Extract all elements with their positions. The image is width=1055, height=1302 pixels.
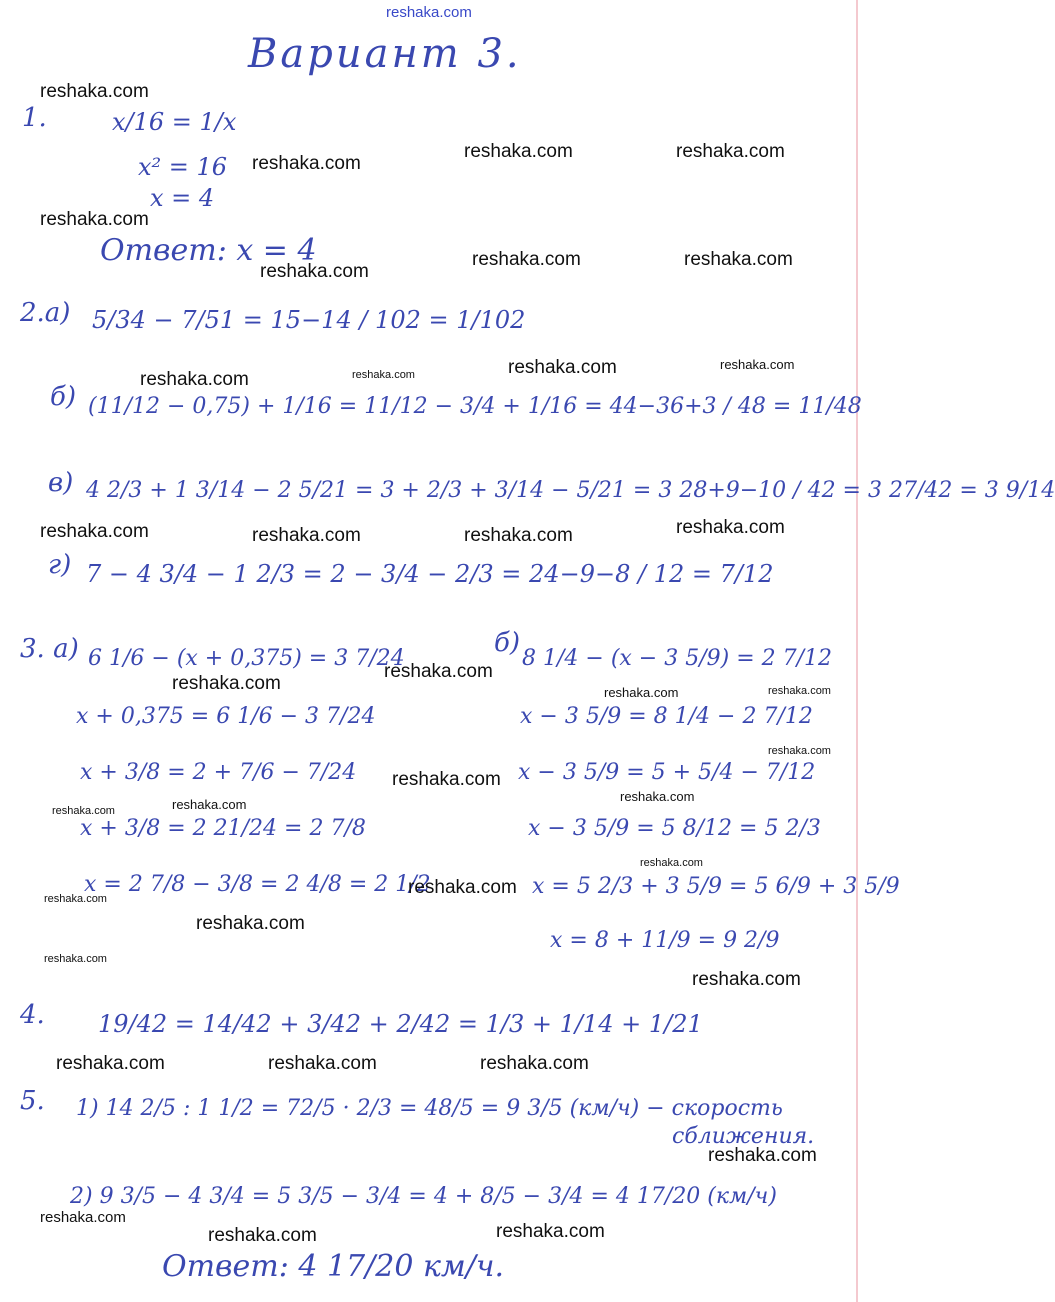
watermark: reshaka.com [40,81,149,102]
task2b-expr: (11/12 − 0,75) + 1/16 = 11/12 − 3/4 + 1/16 = 44−36+3 / 48 = 11/48 [88,394,862,419]
watermark: reshaka.com [768,685,831,697]
task1-answer: Ответ: x = 4 [100,233,317,268]
task2a-expr: 5/34 − 7/51 = 15−14 / 102 = 1/102 [92,306,526,334]
watermark: reshaka.com [464,141,573,162]
task2g-expr: 7 − 4 3/4 − 1 2/3 = 2 − 3/4 − 2/3 = 24−9−8 / 12 = 7/12 [86,560,774,588]
task2v-expr: 4 2/3 + 1 3/14 − 2 5/21 = 3 + 2/3 + 3/14 − 5/21 = 3 28+9−10 / 42 = 3 27/42 = 3 9/14 [86,478,1055,503]
watermark: reshaka.com [40,209,149,230]
watermark: reshaka.com [260,261,369,282]
watermark: reshaka.com [708,1145,817,1166]
watermark: reshaka.com [768,745,831,757]
task3a-line-5: x = 2 7/8 − 3/8 = 2 4/8 = 2 1/2 [84,872,431,897]
task3b-line-3: x − 3 5/9 = 5 + 5/4 − 7/12 [518,760,816,785]
page-title: Вариант 3. [248,31,522,77]
task4-label: 4. [20,1000,45,1030]
watermark: reshaka.com [676,517,785,538]
task3b-line-2: x − 3 5/9 = 8 1/4 − 2 7/12 [520,704,813,729]
watermark: reshaka.com [252,153,361,174]
watermark: reshaka.com [720,357,795,372]
watermark: reshaka.com [640,857,703,869]
watermark: reshaka.com [172,797,247,812]
task2b-label: б) [50,382,77,412]
task5-line-2: 2) 9 3/5 − 4 3/4 = 5 3/5 − 3/4 = 4 + 8/5 − 3/4 = 4 17/20 (км/ч) [70,1184,777,1209]
watermark: reshaka.com [692,969,801,990]
watermark: reshaka.com [40,1209,126,1226]
watermark: reshaka.com [480,1053,589,1074]
task2a-label: 2.а) [20,298,71,328]
task2g-label: г) [48,550,72,580]
watermark: reshaka.com [684,249,793,270]
task3a-label: 3. а) [20,634,79,664]
watermark: reshaka.com [408,877,517,898]
watermark: reshaka.com [472,249,581,270]
watermark: reshaka.com [40,521,149,542]
task3b-line-4: x − 3 5/9 = 5 8/12 = 5 2/3 [528,816,821,841]
watermark: reshaka.com [52,805,115,817]
task3b-label: б) [494,628,521,658]
task1-line-2: x² = 16 [138,153,228,181]
task1-line-1: x/16 = 1/x [112,108,237,136]
task5-line-1: 1) 14 2/5 : 1 1/2 = 72/5 · 2/3 = 48/5 = 9 3/5 (км/ч) − скорость [76,1096,783,1121]
watermark: reshaka.com [496,1221,605,1242]
watermark: reshaka.com [44,893,107,905]
watermark: reshaka.com [676,141,785,162]
task3b-line-1: 8 1/4 − (x − 3 5/9) = 2 7/12 [522,646,833,671]
watermark: reshaka.com [44,953,107,965]
watermark: reshaka.com [392,769,501,790]
watermark: reshaka.com [140,369,249,390]
task5-line-1b: сближения. [672,1124,815,1149]
watermark: reshaka.com [252,525,361,546]
watermark: reshaka.com [208,1225,317,1246]
task3a-line-1: 6 1/6 − (x + 0,375) = 3 7/24 [88,646,405,671]
task2v-label: в) [48,468,74,498]
watermark: reshaka.com [196,913,305,934]
watermark: reshaka.com [268,1053,377,1074]
task1-label: 1. [22,103,47,133]
task3b-line-6: x = 8 + 11/9 = 9 2/9 [550,928,780,953]
task3a-line-4: x + 3/8 = 2 21/24 = 2 7/8 [80,816,366,841]
task3a-line-3: x + 3/8 = 2 + 7/6 − 7/24 [80,760,357,785]
watermark: reshaka.com [56,1053,165,1074]
watermark: reshaka.com [352,369,415,381]
page-margin-line [856,0,858,1302]
task4-expr: 19/42 = 14/42 + 3/42 + 2/42 = 1/3 + 1/14 + 1/21 [98,1010,703,1038]
task1-line-3: x = 4 [150,184,215,212]
watermark: reshaka.com [508,357,617,378]
task3b-line-5: x = 5 2/3 + 3 5/9 = 5 6/9 + 3 5/9 [532,874,900,899]
watermark: reshaka.com [172,673,281,694]
watermark: reshaka.com [620,789,695,804]
task5-label: 5. [20,1086,45,1116]
watermark: reshaka.com [464,525,573,546]
task3a-line-2: x + 0,375 = 6 1/6 − 3 7/24 [76,704,376,729]
top-url[interactable]: reshaka.com [386,4,472,21]
task5-answer: Ответ: 4 17/20 км/ч. [162,1249,505,1284]
watermark: reshaka.com [604,685,679,700]
watermark: reshaka.com [384,661,493,682]
